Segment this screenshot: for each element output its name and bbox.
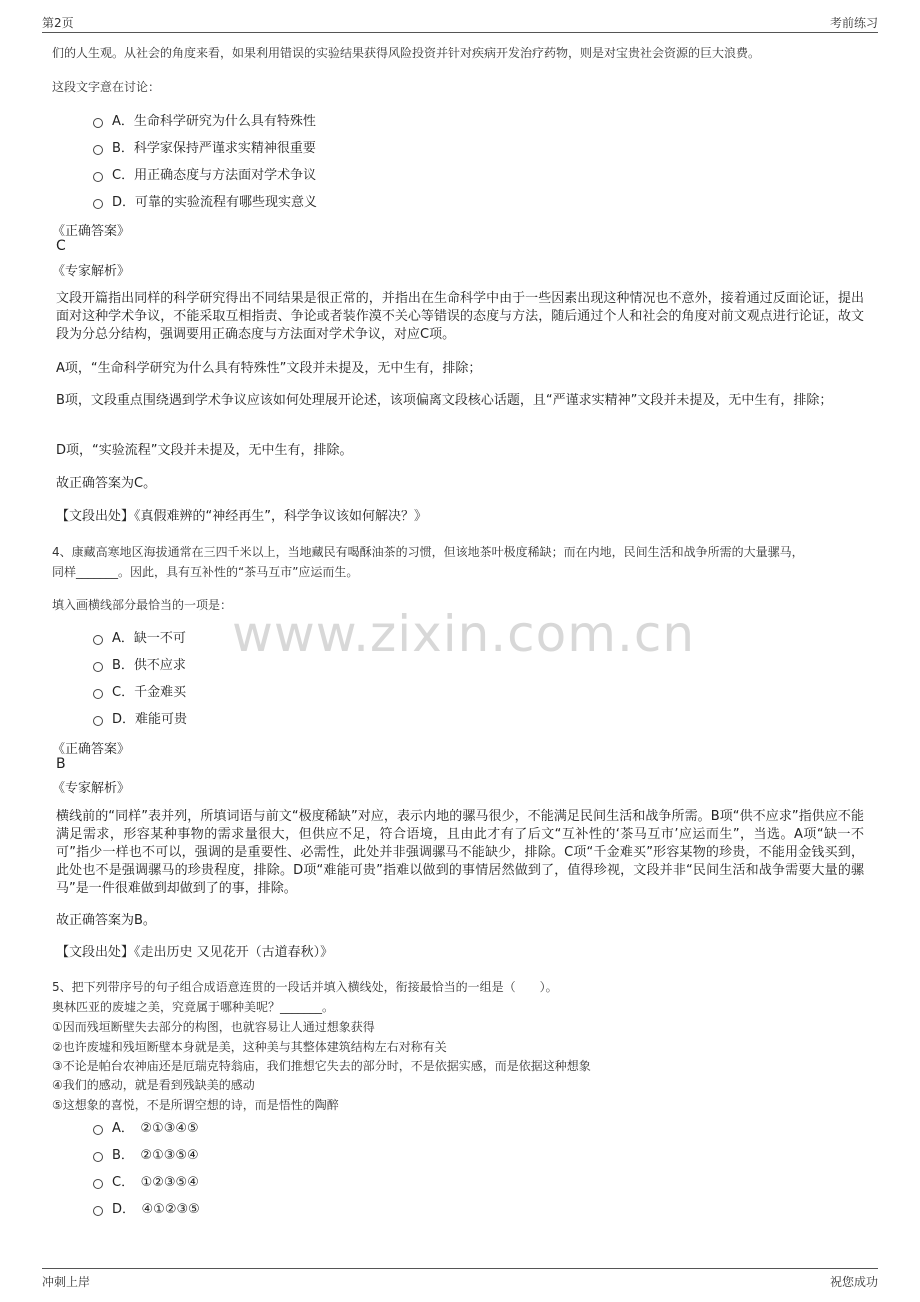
radio-icon[interactable] xyxy=(93,1206,103,1216)
radio-icon[interactable] xyxy=(93,145,103,155)
radio-icon[interactable] xyxy=(93,689,103,699)
q5-option-d[interactable]: D． ④①②③⑤ xyxy=(93,1198,200,1217)
q3-answer-label: 《正确答案》 xyxy=(52,224,131,239)
q5-item-5: ⑤这想象的喜悦，不是所谓空想的诗，而是悟性的陶醉 xyxy=(52,1098,339,1112)
q4-conclusion: 故正确答案为B。 xyxy=(56,913,156,928)
q3-analysis-body: 文段开篇指出同样的科学研究得出不同结果是很正常的，并指出在生命科学中由于一些因素出现这种情况也不意外，接着通过反面论证，提出面对这种学术争议，不能采取互相指责、争论或者装作漠不关心等错误的态度与方法，随后通过个人和社会的角度对前文观点进行论证，故文段为分总分结构，强调要用正确态度与方法面对学术争议，对应C项。 xyxy=(56,291,864,342)
radio-icon[interactable] xyxy=(93,172,103,182)
q5-subquestion: 奥林匹亚的废墟之美，究竟属于哪种美呢？_______。 xyxy=(52,1000,335,1014)
q4-option-d[interactable]: D．难能可贵 xyxy=(93,708,187,727)
radio-icon[interactable] xyxy=(93,716,103,726)
footer-right: 祝您成功 xyxy=(829,1275,878,1289)
q3-option-c[interactable]: C．用正确态度与方法面对学术争议 xyxy=(93,164,316,183)
q3-analysis-d: D项，“实验流程”文段并未提及，无中生有，排除。 xyxy=(56,443,353,458)
q5-option-a[interactable]: A． ②①③④⑤ xyxy=(93,1117,199,1136)
q5-option-b[interactable]: B． ②①③⑤④ xyxy=(93,1144,199,1163)
header-title: 考前练习 xyxy=(829,16,878,30)
footer-left: 冲刺上岸 xyxy=(42,1275,91,1289)
q4-source: 【文段出处】《走出历史 又见花开（古道春秋）》 xyxy=(56,945,334,960)
page-header xyxy=(42,14,878,33)
q5-stem: 5、把下列带序号的句子组合成语意连贯的一段话并填入横线处，衔接最恰当的一组是（ ）。 xyxy=(52,980,558,994)
q3-analysis-a: A项，“生命科学研究为什么具有特殊性”文段并未提及，无中生有，排除； xyxy=(56,361,482,376)
q5-item-1: ①因而残垣断壁失去部分的构图，也就容易让人通过想象获得 xyxy=(52,1020,375,1034)
radio-icon[interactable] xyxy=(93,1152,103,1162)
q4-option-c[interactable]: C．千金难买 xyxy=(93,681,186,700)
q3-option-a[interactable]: A．生命科学研究为什么具有特殊性 xyxy=(93,110,316,129)
q3-prompt: 这段文字意在讨论： xyxy=(52,80,161,94)
q5-item-4: ④我们的感动，就是看到残缺美的感动 xyxy=(52,1078,255,1092)
q5-item-2: ②也许废墟和残垣断壁本身就是美，这种美与其整体建筑结构左右对称有关 xyxy=(52,1040,447,1054)
q4-answer: B xyxy=(56,756,66,772)
passage-tail: 们的人生观。从社会的角度来看，如果利用错误的实验结果获得风险投资并针对疾病开发治疗药物，则是对宝贵社会资源的巨大浪费。 xyxy=(52,46,761,60)
q4-analysis-body: 横线前的“同样”表并列，所填词语与前文“极度稀缺”对应，表示内地的骡马很少，不能满足民间生活和战争所需。B项“供不应求”指供应不能满足需求，形容某种事物的需求量很大，但供应不足，符合语境，且由此才有了后文“互补性的‘茶马互市’应运而生”，当选。A项“缺一不可”指少一样也不可以，强调的是重要性、必需性，此处并非强调骡马不能缺少，排除。C项“千金难买”形容某物的珍贵，不能用金钱买到，此处也不是强调骡马的珍贵程度，排除。D项“难能可贵”指难以做到的事情居然做到了，值得珍视，文段并非“民间生活和战争需要大量的骡马”是一件很难做到却做到了的事，排除。 xyxy=(56,809,864,896)
page-footer xyxy=(42,1268,878,1290)
radio-icon[interactable] xyxy=(93,635,103,645)
q5-item-3: ③不论是帕台农神庙还是厄瑞克特翁庙，我们推想它失去的部分时，不是依据实感，而是依据这种想象 xyxy=(52,1059,591,1073)
q3-analysis-b: B项，文段重点围绕遇到学术争议应该如何处理展开论述，该项偏离文段核心话题，且“严谨求实精神”文段并未提及，无中生有，排除； xyxy=(56,393,833,408)
radio-icon[interactable] xyxy=(93,1179,103,1189)
radio-icon[interactable] xyxy=(93,199,103,209)
watermark: www.zixin.com.cn xyxy=(232,605,696,663)
q3-source: 【文段出处】《真假难辨的“神经再生”，科学争议该如何解决？》 xyxy=(56,509,427,524)
q4-option-b[interactable]: B．供不应求 xyxy=(93,654,186,673)
q4-analysis-label: 《专家解析》 xyxy=(52,781,131,796)
radio-icon[interactable] xyxy=(93,1125,103,1135)
q3-answer: C xyxy=(56,238,66,254)
q3-analysis-label: 《专家解析》 xyxy=(52,264,131,279)
q3-conclusion: 故正确答案为C。 xyxy=(56,476,157,491)
q4-prompt: 填入画横线部分最恰当的一项是： xyxy=(52,598,233,612)
q3-option-d[interactable]: D．可靠的实验流程有哪些现实意义 xyxy=(93,191,317,210)
radio-icon[interactable] xyxy=(93,118,103,128)
radio-icon[interactable] xyxy=(93,662,103,672)
q4-option-a[interactable]: A．缺一不可 xyxy=(93,627,186,646)
q4-answer-label: 《正确答案》 xyxy=(52,742,131,757)
q3-option-b[interactable]: B．科学家保持严谨求实精神很重要 xyxy=(93,137,316,156)
q4-stem-line1: 4、康藏高寒地区海拔通常在三四千米以上，当地藏民有喝酥油茶的习惯，但该地茶叶极度稀缺；而在内地，民间生活和战争所需的大量骡马， xyxy=(52,545,804,559)
q4-stem-line2: 同样_______。因此，具有互补性的“茶马互市”应运而生。 xyxy=(52,565,359,579)
page-number: 第2页 xyxy=(42,16,74,30)
q5-option-c[interactable]: C． ①②③⑤④ xyxy=(93,1171,199,1190)
